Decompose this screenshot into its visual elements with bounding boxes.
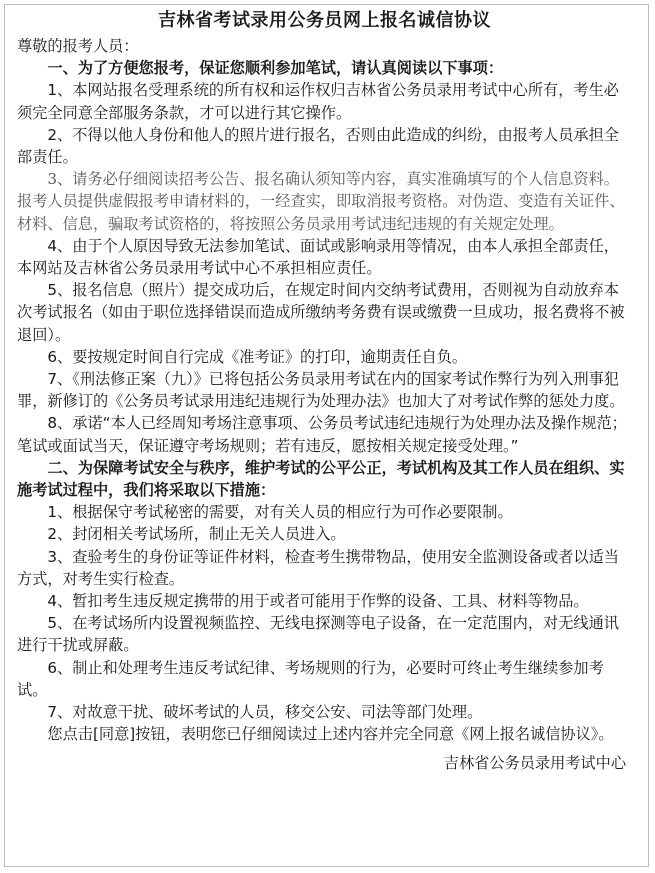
- section2-item-3: 3、查验考生的身份证等证件材料，检查考生携带物品，使用安全监测设备或者以适当方式，对考生实行检查。: [17, 547, 619, 588]
- signature: 吉林省公务员录用考试中心: [443, 753, 626, 772]
- section1-item-2: 2、不得以他人身份和他人的照片进行报名，否则由此造成的纠纷，由报考人员承担全部责任。: [17, 125, 619, 167]
- section1-item-5: 5、报名信息（照片）提交成功后，在规定时间内交纳考试费用，否则视为自动放弃本次考试报名（如由于职位选择错误而造成所缴纳考务费有误或缴费一旦成功，报名费将不被退回）。: [17, 281, 625, 344]
- section1-heading: 一、为了方便您报考，保证您顺利参加笔试，请认真阅读以下事项：: [47, 59, 504, 78]
- section2-item-7: 7、对故意干扰、破坏考试的人员，移交公安、司法等部门处理。: [47, 703, 483, 722]
- section1-item-4: 4、由于个人原因导致无法参加笔试、面试或影响录用等情况，由本人承担全部责任，本网站及吉林省公务员录用考试中心不承担相应责任。: [17, 236, 619, 278]
- section1-item-8: 8、承诺“本人已经周知考场注意事项、公务员考试违纪违规行为处理办法及操作规范；笔试或面试当天，保证遵守考场规则；若有违反，愿按相关规定接受处理。”: [17, 414, 627, 455]
- salutation: 尊敬的报考人员：: [17, 37, 139, 55]
- section2-item-4: 4、暂扣考生违反规定携带的用于或者可能用于作弊的设备、工具、材料等物品。: [47, 592, 589, 611]
- section1-item-7: 7、《刑法修正案（九）》已将包括公务员录用考试在内的国家考试作弊行为列入刑事犯罪，新修订的《公务员考试录用违纪违规行为处理办法》也加大了对考试作弊的惩处力度。: [17, 370, 625, 411]
- section2-item-5: 5、在考试场所内设置视频监控、无线电探测等电子设备，在一定范围内，对无线通讯进行干扰或屏蔽。: [17, 614, 619, 655]
- section2-item-1: 1、根据保守考试秘密的需要，对有关人员的相应行为可作必要限制。: [47, 503, 513, 522]
- agreement-document: [17, 8, 632, 774]
- section1-item-3: 3、请务必仔细阅读招考公告、报名确认须知等内容，真实准确填写的个人信息资料。报考人员提供虚假报考申请材料的，一经查实，即取消报考资格。对伪造、变造有关证件、材料、信息，骗取考试资格的，将按照公务员录用考试违纪违规的有关规定处理。: [17, 170, 625, 233]
- section2-heading: 二、为保障考试安全与秩序，维护考试的公平公正，考试机构及其工作人员在组织、实施考试过程中，我们将采取以下措施：: [17, 458, 625, 500]
- section2-item-2: 2、封闭相关考试场所，制止无关人员进入。: [47, 525, 346, 544]
- closing-statement: 您点击[同意]按钮，表明您已仔细阅读过上述内容并完全同意《网上报名诚信协议》。: [47, 725, 614, 744]
- document-title: 吉林省考试录用公务员网上报名诚信协议: [158, 10, 491, 31]
- section2-item-6: 6、制止和处理考生违反考试纪律、考场规则的行为，必要时可终止考生继续参加考试。: [17, 658, 604, 699]
- section1-item-1: 1、本网站报名受理系统的所有权和运作权归吉林省公务员录用考试中心所有，考生必须完全同意全部服务条款，才可以进行其它操作。: [17, 81, 619, 122]
- section1-item-6: 6、要按规定时间自行完成《准考证》的打印，逾期责任自负。: [47, 347, 468, 366]
